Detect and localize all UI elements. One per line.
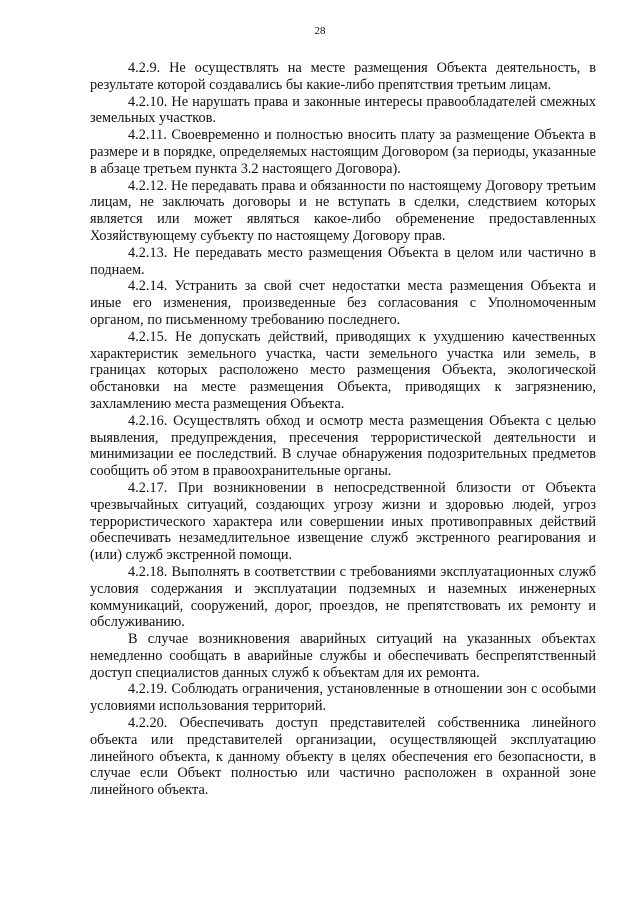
- page-number: 28: [314, 25, 326, 37]
- document-body: [90, 60, 596, 799]
- paragraph-4-2-13: 4.2.13. Не передавать место размещения Объекта в целом или частично в поднаем.: [90, 244, 596, 278]
- paragraph-4-2-18: 4.2.18. Выполнять в соответствии с требованиями эксплуатационных служб условия содержания и эксплуатации подземных и наземных инженерных коммуникаций, сооружений, дорог, проездов, не препятствовать их ремонту и обслуживанию.: [90, 563, 596, 631]
- paragraph-4-2-14: 4.2.14. Устранить за свой счет недостатки места размещения Объекта и иные его изменения, произведенные без согласования с Уполномоченным органом, по письменному требованию последнего.: [90, 278, 596, 328]
- paragraph-4-2-19: 4.2.19. Соблюдать ограничения, установленные в отношении зон с особыми условиями использования территорий.: [90, 681, 596, 715]
- paragraph-4-2-20: 4.2.20. Обеспечивать доступ представителей собственника линейного объекта или представителей организации, осуществляющей эксплуатацию линейного объекта, к данному объекту в целях обеспечения его безопасности, в случае если Объект полностью или частично расположен в охранной зоне линейного объекта.: [90, 715, 596, 799]
- paragraph-4-2-9: 4.2.9. Не осуществлять на месте размещения Объекта деятельность, в результате которой создавались бы какие-либо препятствия третьим лицам.: [90, 60, 596, 93]
- paragraph-4-2-11: 4.2.11. Своевременно и полностью вносить плату за размещение Объекта в размере и в порядке, определяемых настоящим Договором (за периоды, указанные в абзаце третьем пункта 3.2 настоящего Договора).: [90, 127, 596, 177]
- paragraph-4-2-15: 4.2.15. Не допускать действий, приводящих к ухудшению качественных характеристик земельного участка, части земельного участка или земель, в границах которых расположено место размещения Объекта, экологической обстановки на месте размещения Объекта, приводящих к загрязнению, захламлению места размещения Объекта.: [90, 328, 596, 412]
- paragraph-4-2-12: 4.2.12. Не передавать права и обязанности по настоящему Договору третьим лицам, не заключать договоры и не вступать в сделки, следствием которых является или может являться какое-либо обременение предоставленных Хозяйствующему субъекту по настоящему Договору прав.: [90, 177, 596, 244]
- paragraph-emergency: В случае возникновения аварийных ситуаций на указанных объектах немедленно сообщать в аварийные службы и обеспечивать беспрепятственный доступ специалистов данных служб к объектам для их ремонта.: [90, 631, 596, 681]
- paragraph-4-2-16: 4.2.16. Осуществлять обход и осмотр места размещения Объекта с целью выявления, предупреждения, пресечения террористической деятельности и минимизации ее последствий. В случае обнаружения подозрительных предметов сообщить об этом в правоохранительные органы.: [90, 412, 596, 480]
- paragraph-4-2-17: 4.2.17. При возникновении в непосредственной близости от Объекта чрезвычайных ситуаций, создающих угрозу жизни и здоровью людей, угроз террористического характера или совершении иных противоправных действий обеспечивать незамедлительное извещение служб экстренного реагирования и (или) служб экстренной помощи.: [90, 479, 596, 564]
- paragraph-4-2-10: 4.2.10. Не нарушать права и законные интересы правообладателей смежных земельных участков.: [90, 93, 596, 127]
